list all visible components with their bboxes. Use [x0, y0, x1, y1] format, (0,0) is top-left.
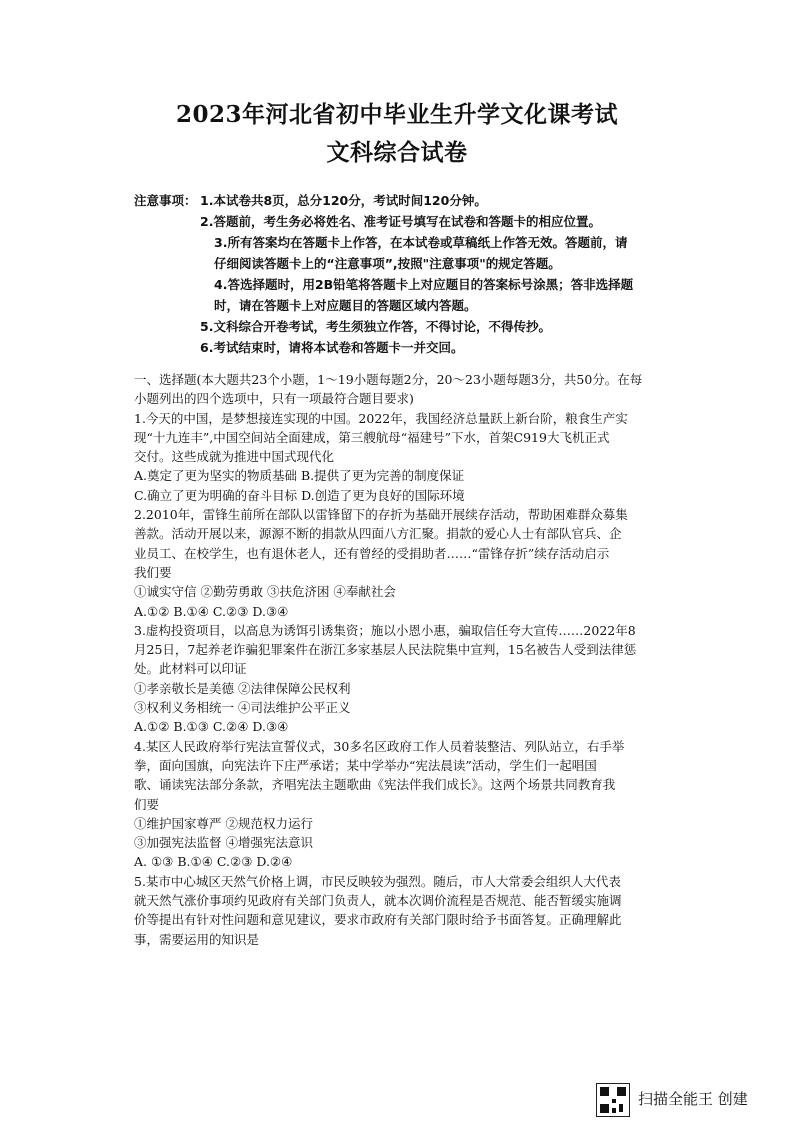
- question-option-line: ①诚实守信 ②勤劳勇敢 ③扶危济困 ④奉献社会: [134, 584, 396, 600]
- question-stem-line: 就天然气涨价事项约见政府有关部门负责人，就本次调价流程是否规范、能否暂缓实施调: [134, 893, 622, 909]
- question-stem-line: 现“十九连丰”,中国空间站全面建成，第三艘航母“福建号”下水，首架C919大飞机正式: [134, 429, 610, 445]
- question-stem-line: 2.2010年，雷锋生前所在部队以雷锋留下的存折为基础开展续存活动，帮助困难群众募集: [134, 507, 628, 523]
- question-option-line: ①孝亲敬长是美德 ②法律保障公民权利: [134, 680, 351, 696]
- question-stem-line: 善款。活动开展以来，源源不断的捐款从四面八方汇聚。捐款的爱心人士有部队官兵、企: [134, 526, 622, 542]
- question-option-line: A.①② B.①③ C.②④ D.③④: [134, 719, 289, 735]
- question-option-line: ③权利义务相统一 ④司法维护公平正义: [134, 700, 351, 716]
- question-option-line: A.奠定了更为坚实的物质基础 B.提供了更为完善的制度保证: [134, 468, 465, 484]
- question-option-line: A. ①③ B.①④ C.②③ D.②④: [134, 854, 293, 870]
- section-header: 一、选择题(本大题共23个小题，1～19小题每题2分，20～23小题每题3分，共50分。在每: [134, 372, 643, 387]
- question-stem-line: 业员工、在校学生，也有退休老人，还有曾经的受捐助者……“雷锋存折”续存活动启示: [134, 545, 610, 561]
- note-item: 3.所有答案均在答题卡上作答，在本试卷或草稿纸上作答无效。答题前，请: [214, 235, 628, 250]
- note-item: 5.文科综合开卷考试，考生须独立作答，不得讨论，不得传抄。: [200, 319, 551, 334]
- note-item: 2.答题前，考生务必将姓名、准考证号填写在试卷和答题卡的相应位置。: [200, 214, 601, 229]
- question-stem-line: 交付。这些成就为推进中国式现代化: [134, 449, 335, 465]
- question-stem-line: 处。此材料可以印证: [134, 661, 247, 677]
- question-option-line: ①维护国家尊严 ②规范权力运行: [134, 815, 313, 831]
- notes-block: [134, 190, 694, 358]
- qr-code-icon: [596, 1083, 630, 1117]
- question-stem-line: 拳，面向国旗，向宪法许下庄严承诺；某中学举办“宪法晨读”活动，学生们一起唱国: [134, 757, 597, 773]
- question-option-line: ③加强宪法监督 ④增强宪法意识: [134, 835, 313, 851]
- question-stem-line: 1.今天的中国，是梦想接连实现的中国。2022年，我国经济总量跃上新台阶，粮食生产实: [134, 410, 628, 426]
- note-item: 仔细阅读答题卡上的“注意事项”,按照"注意事项"的规定答题。: [214, 256, 561, 271]
- exam-body: [134, 370, 694, 949]
- question-stem-line: 月25日，7起养老诈骗犯罪案件在浙江多家基层人民法院集中宣判，15名被告人受到法律惩: [134, 642, 637, 658]
- note-item: 4.答选择题时，用2B铅笔将答题卡上对应题目的答案标号涂黑；答非选择题: [214, 277, 634, 292]
- question-option-line: A.①② B.①④ C.②③ D.③④: [134, 603, 289, 619]
- scanner-watermark: 扫描全能王 创建: [638, 1090, 748, 1108]
- notes-label: 注意事项：: [134, 193, 197, 208]
- question-stem-line: 价等提出有针对性问题和意见建议，要求市政府有关部门限时给予书面答复。正确理解此: [134, 912, 622, 928]
- note-item: 时，请在答题卡上对应题目的答题区域内答题。: [214, 298, 477, 313]
- question-stem-line: 5.某市中心城区天然气价格上调，市民反映较为强烈。随后，市人大常委会组织人大代表: [134, 873, 621, 889]
- question-stem-line: 我们要: [134, 564, 172, 580]
- exam-title: 2023年河北省初中毕业生升学文化课考试: [175, 101, 618, 128]
- note-item: 6.考试结束时，请将本试卷和答题卡一并交回。: [200, 340, 464, 355]
- question-option-line: C.确立了更为明确的奋斗目标 D.创造了更为良好的国际环境: [134, 487, 465, 503]
- question-stem-line: 歌、诵读宪法部分条款，齐唱宪法主题歌曲《宪法伴我们成长》。这两个场景共同教育我: [134, 777, 616, 793]
- question-stem-line: 们要: [134, 796, 160, 812]
- question-stem-line: 3.虚构投资项目，以高息为诱饵引诱集资；施以小恩小惠，骗取信任夸大宣传……2022年8: [134, 622, 636, 638]
- exam-subtitle: 文科综合试卷: [326, 139, 468, 166]
- question-stem-line: 事，需要运用的知识是: [134, 931, 260, 947]
- question-stem-line: 4.某区人民政府举行宪法宣誓仪式，30多名区政府工作人员着装整洁、列队站立，右手举: [134, 738, 625, 754]
- section-header: 小题列出的四个选项中，只有一项最符合题目要求): [134, 391, 414, 407]
- note-item: 1.本试卷共8页，总分120分，考试时间120分钟。: [200, 193, 487, 208]
